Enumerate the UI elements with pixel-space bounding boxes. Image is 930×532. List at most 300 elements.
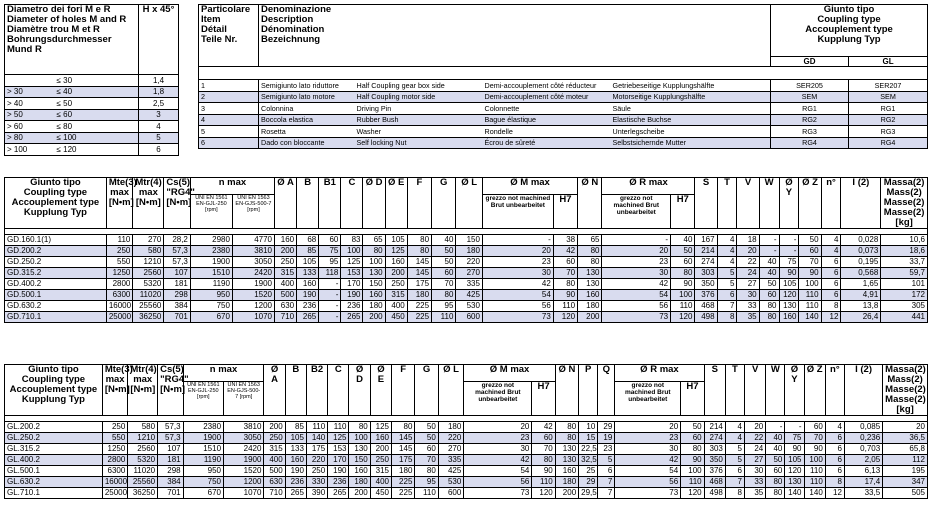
cell-value: 30 — [615, 444, 681, 455]
cell-value: 54 — [482, 290, 553, 301]
cell-value: 23 — [615, 433, 681, 444]
gd-row — [5, 290, 928, 301]
type-header-line: Giunto tipo — [30, 177, 81, 188]
item-header-en: Item — [201, 14, 221, 25]
cell-value: 5 — [725, 455, 744, 466]
n2-header: UNI EN 1563 EN-GJS-500-7 [rpm] — [224, 382, 264, 416]
cell-value: 2420 — [224, 444, 264, 455]
cell-value: 468 — [695, 301, 717, 312]
cell-value: 220 — [456, 257, 483, 268]
chamfer-value: 4 — [139, 121, 179, 133]
cell-value: 40 — [759, 268, 779, 279]
col-n: Ø N — [578, 178, 602, 229]
cell-value: 630 — [274, 301, 296, 312]
cell-value: 26,4 — [841, 312, 881, 323]
cell-value: 50 — [671, 246, 695, 257]
cell-value: 60 — [759, 290, 779, 301]
cell-value: 28,2 — [164, 235, 191, 246]
cell-value: 950 — [190, 290, 232, 301]
mte-header — [106, 177, 137, 229]
cell-value: 133 — [297, 268, 319, 279]
massa-header-line: Massa(2) — [883, 177, 925, 188]
cell-value: 105 — [785, 455, 804, 466]
cs-header-line: [N•m] — [166, 197, 192, 208]
cell-value: 90 — [681, 455, 704, 466]
cell-value: 36,5 — [883, 433, 928, 444]
mte-header-line: [N•m] — [108, 197, 134, 208]
type-header-line: Coupling type — [23, 187, 88, 198]
mte-header-line: max — [105, 374, 125, 385]
cell-value: 19 — [598, 433, 615, 444]
cell-value: 265 — [285, 488, 306, 499]
cell-value: 42 — [464, 455, 532, 466]
cell-value: 1510 — [190, 268, 232, 279]
cell-value: 100 — [341, 246, 363, 257]
cell-value: 120 — [785, 466, 804, 477]
cell-value: 130 — [555, 444, 578, 455]
cell-value: 25000 — [106, 312, 133, 323]
cell-value: 2380 — [183, 422, 223, 433]
cell-value: 3810 — [224, 422, 264, 433]
cell-value: 7 — [725, 477, 744, 488]
cell-value: 56 — [482, 301, 553, 312]
massa-header-line: Masse(2) — [883, 207, 925, 218]
cell-value: 1,65 — [841, 279, 881, 290]
hole-row — [5, 86, 179, 98]
cell-value: 1250 — [106, 268, 133, 279]
part-code-gl: SEM — [849, 91, 928, 103]
cell-value: 200 — [555, 488, 578, 499]
cell-value: 160 — [779, 312, 799, 323]
cell-value: 60 — [319, 235, 341, 246]
cell-value: 6 — [821, 290, 841, 301]
cell-value: 80 — [432, 290, 456, 301]
cell-value: 298 — [158, 466, 184, 477]
or-h7: H7 — [671, 195, 695, 229]
cell-value: 70 — [432, 279, 456, 290]
col-d: Ø D — [349, 365, 370, 416]
cell-value: 1900 — [183, 433, 223, 444]
cell-value: 214 — [695, 246, 717, 257]
hole-from: > 60 — [5, 121, 39, 133]
cell-value: 3050 — [232, 257, 274, 268]
cell-value: 110 — [415, 488, 438, 499]
cell-value: 80 — [671, 268, 695, 279]
cell-value: 7 — [598, 477, 615, 488]
coupling-code: GL.710.1 — [5, 488, 103, 499]
cell-value: 145 — [407, 257, 431, 268]
cell-value: 236 — [341, 301, 363, 312]
cell-value: 468 — [704, 477, 725, 488]
cell-value: 33 — [737, 301, 759, 312]
cell-value: 2380 — [190, 246, 232, 257]
cell-value: 172 — [881, 290, 928, 301]
cell-value: 550 — [102, 433, 128, 444]
cell-value: 1900 — [232, 279, 274, 290]
cell-value: 175 — [407, 279, 431, 290]
cell-value: 80 — [553, 279, 577, 290]
cell-value: 70 — [415, 455, 438, 466]
cell-value: 22 — [737, 257, 759, 268]
part-name-fr: Demi-accouplement côté moteur — [483, 91, 611, 103]
cell-value: 4 — [717, 257, 737, 268]
item-header-de: Teile Nr. — [201, 34, 238, 45]
cell-value: 60 — [671, 257, 695, 268]
cell-value: 710 — [264, 488, 285, 499]
cell-value: 2800 — [106, 279, 133, 290]
cell-value: 250 — [370, 455, 391, 466]
name-header-fr: Dénomination — [261, 24, 325, 35]
col-y: Ø Y — [785, 365, 804, 416]
cell-value: 160 — [370, 433, 391, 444]
col-g: G — [432, 178, 456, 229]
cell-value: 4 — [821, 246, 841, 257]
cell-value: 100 — [681, 466, 704, 477]
cell-value: 160 — [578, 290, 602, 301]
col-p: P — [579, 365, 598, 416]
cell-value: 500 — [264, 466, 285, 477]
cell-value: 6 — [821, 279, 841, 290]
part-name-it: Rosetta — [259, 126, 355, 138]
col-n-deg: n° — [825, 365, 844, 416]
cs-header-line: [N•m] — [160, 384, 186, 395]
cell-value: 42 — [553, 246, 577, 257]
type-header-line: Accouplement type — [11, 197, 100, 208]
mtr-header-line: [N•m] — [130, 384, 156, 395]
cell-value: 2560 — [133, 268, 164, 279]
hole-row — [5, 121, 179, 133]
cell-value: 30 — [464, 444, 532, 455]
cell-value: 120 — [779, 290, 799, 301]
cell-value: 498 — [704, 488, 725, 499]
hole-row — [5, 132, 179, 144]
cell-value: 181 — [158, 455, 184, 466]
or-header: Ø R max — [615, 365, 704, 382]
type-header-line: Kupplung Typ — [23, 207, 87, 218]
cell-value: 33,7 — [881, 257, 928, 268]
coupling-code: GL.200.2 — [5, 422, 103, 433]
cell-value: 75 — [785, 433, 804, 444]
part-number: 5 — [199, 126, 259, 138]
om-h7: H7 — [532, 382, 555, 416]
cell-value: 180 — [407, 290, 431, 301]
cell-value: 6 — [825, 433, 844, 444]
mte-header — [102, 364, 133, 416]
cell-value: 250 — [274, 257, 296, 268]
gl-row — [5, 422, 928, 433]
cell-value: 530 — [456, 301, 483, 312]
hole-from: > 40 — [5, 98, 39, 110]
cell-value: 75 — [319, 246, 341, 257]
cell-value: 23 — [602, 257, 671, 268]
cell-value: 600 — [438, 488, 464, 499]
cell-value: 80 — [392, 422, 415, 433]
cell-value: 1190 — [183, 455, 223, 466]
col-gl: GL — [849, 57, 928, 67]
cell-value: 110 — [804, 466, 825, 477]
nmax-header: n max — [183, 365, 264, 382]
cell-value: 265 — [328, 488, 349, 499]
cell-value: 130 — [555, 455, 578, 466]
cell-value: 347 — [883, 477, 928, 488]
angle-header: H x 45° — [139, 5, 179, 75]
hole-row — [5, 109, 179, 121]
cell-value: 125 — [385, 246, 407, 257]
cell-value: 335 — [438, 455, 464, 466]
cell-value: 750 — [190, 301, 232, 312]
cell-value: 200 — [370, 444, 391, 455]
cell-value: 85 — [297, 246, 319, 257]
cell-value: 701 — [158, 488, 184, 499]
cell-value: 105 — [285, 433, 306, 444]
or-grezzo: grezzo not machined Brut unbearbeitet — [615, 382, 681, 416]
gl-row — [5, 433, 928, 444]
cell-value: 670 — [190, 312, 232, 323]
col-v: V — [745, 365, 766, 416]
cs-header-line: "RG4" — [160, 374, 189, 385]
cell-value: 80 — [759, 312, 779, 323]
mte-header-line: max — [110, 187, 130, 198]
cell-value: 80 — [407, 246, 431, 257]
cell-value: 107 — [158, 444, 184, 455]
cell-value: 60 — [532, 433, 555, 444]
part-code-gl: RG1 — [849, 103, 928, 115]
cell-value: 330 — [306, 477, 327, 488]
cell-value: 105 — [385, 235, 407, 246]
cell-value: 180 — [349, 477, 370, 488]
massa-header-line: Masse(2) — [885, 384, 926, 395]
massa-header-line: Masse(2) — [885, 394, 926, 405]
cell-value: 29,5 — [579, 488, 598, 499]
part-row — [199, 137, 928, 149]
cell-value: 29 — [598, 422, 615, 433]
hole-from: > 80 — [5, 132, 39, 144]
cell-value: 195 — [883, 466, 928, 477]
gl-row — [5, 455, 928, 466]
cell-value: 2420 — [232, 268, 274, 279]
part-name-en: Self locking Nut — [355, 137, 483, 149]
cell-value: 236 — [285, 477, 306, 488]
type-header-line: Kupplung Typ — [21, 394, 85, 405]
hole-to: ≤ 40 — [39, 86, 139, 98]
cell-value: 3050 — [224, 433, 264, 444]
col-z: Ø Z — [804, 365, 825, 416]
cell-value: 150 — [363, 279, 385, 290]
gd-row — [5, 268, 928, 279]
cell-value: 160 — [297, 279, 319, 290]
cell-value: 100 — [349, 433, 370, 444]
type-header-line: Coupling type — [21, 374, 86, 385]
chamfer-value: 1,8 — [139, 86, 179, 98]
cell-value: 315 — [385, 290, 407, 301]
gl-row — [5, 488, 928, 499]
cell-value: 90 — [799, 268, 821, 279]
cell-value: 6 — [821, 268, 841, 279]
col-d: Ø D — [363, 178, 385, 229]
gd-row — [5, 279, 928, 290]
cell-value: 20 — [464, 422, 532, 433]
type-header-it: Giunto tipo — [823, 4, 875, 15]
cell-value: 580 — [128, 422, 158, 433]
cell-value: 305 — [881, 301, 928, 312]
cell-value: 12 — [821, 312, 841, 323]
col-b: B — [285, 365, 306, 416]
cell-value: - — [759, 246, 779, 257]
cell-value: 265 — [297, 312, 319, 323]
cell-value: 270 — [456, 268, 483, 279]
part-code-gd: SER205 — [771, 80, 849, 92]
cell-value: 65,8 — [883, 444, 928, 455]
name-header-it: Denominazione — [261, 4, 332, 15]
cell-value: 107 — [164, 268, 191, 279]
cell-value: 950 — [183, 466, 223, 477]
mte-header-line: Mte(3) — [108, 177, 137, 188]
cell-value: 4 — [717, 246, 737, 257]
cell-value: 175 — [306, 444, 327, 455]
cell-value: - — [779, 246, 799, 257]
cell-value: - — [319, 312, 341, 323]
part-name-fr: Bague élastique — [483, 114, 611, 126]
cell-value: 200 — [274, 246, 296, 257]
cell-value: 40 — [766, 444, 785, 455]
cell-value: 125 — [328, 433, 349, 444]
cell-value: 4 — [825, 422, 844, 433]
cell-value: 70 — [804, 433, 825, 444]
col-v: V — [737, 178, 759, 229]
cell-value: 27 — [737, 279, 759, 290]
mtr-header — [128, 365, 158, 416]
cell-value: 30 — [602, 268, 671, 279]
cell-value: 7 — [717, 301, 737, 312]
cell-value: 220 — [306, 455, 327, 466]
col-s: S — [695, 178, 717, 229]
col-e: Ø E — [370, 365, 391, 416]
cell-value: 10 — [579, 422, 598, 433]
cell-value: 6 — [825, 455, 844, 466]
part-name-it: Semigiunto lato riduttore — [259, 80, 355, 92]
cell-value: 110 — [432, 312, 456, 323]
cell-value: 180 — [578, 301, 602, 312]
part-code-gd: RG1 — [771, 103, 849, 115]
cell-value: 30 — [482, 268, 553, 279]
cell-value: 95 — [432, 301, 456, 312]
coupling-code: GD.400.2 — [5, 279, 107, 290]
gd-row — [5, 301, 928, 312]
hole-from — [5, 75, 39, 87]
cell-value: 110 — [532, 477, 555, 488]
cell-value: 140 — [306, 433, 327, 444]
hole-header-it: Diametro dei fori M e R — [7, 4, 111, 15]
n2-header: UNI EN 1563 EN-GJS-500-7 [rpm] — [232, 195, 274, 229]
cell-value: 270 — [133, 235, 164, 246]
cell-value: 7 — [598, 488, 615, 499]
cell-value: 1070 — [232, 312, 274, 323]
om-header: Ø M max — [464, 365, 555, 382]
cell-value: 110 — [671, 301, 695, 312]
col-q: Q — [598, 365, 615, 416]
gl-row — [5, 466, 928, 477]
cell-value: 6300 — [106, 290, 133, 301]
cell-value: 110 — [106, 235, 133, 246]
massa-header — [883, 365, 928, 416]
type-header-de: Kupplung Typ — [817, 34, 881, 45]
cell-value: 701 — [164, 312, 191, 323]
cell-value: 33,5 — [844, 488, 882, 499]
chamfer-value: 3 — [139, 109, 179, 121]
cell-value: 18,6 — [881, 246, 928, 257]
cell-value: 130 — [578, 279, 602, 290]
cell-value: 24 — [737, 268, 759, 279]
part-code-gd: RG2 — [771, 114, 849, 126]
hole-header-de: Bohrungsdurchmesser Mund R — [7, 34, 112, 55]
cell-value: 80 — [766, 477, 785, 488]
type-header — [5, 365, 103, 416]
cell-value: 110 — [799, 301, 821, 312]
cell-value: 57,3 — [158, 433, 184, 444]
cell-value: 0,085 — [844, 422, 882, 433]
gl-row — [5, 477, 928, 488]
col-gd: GD — [771, 57, 849, 67]
cell-value: 0,073 — [841, 246, 881, 257]
coupling-code: GD.315.2 — [5, 268, 107, 279]
cell-value: 25 — [579, 466, 598, 477]
cell-value: 167 — [695, 235, 717, 246]
cell-value: 160 — [555, 466, 578, 477]
cell-value: 181 — [164, 279, 191, 290]
cell-value: 2,05 — [844, 455, 882, 466]
cell-value: 20 — [883, 422, 928, 433]
col-e: Ø E — [385, 178, 407, 229]
cell-value: 1900 — [190, 257, 232, 268]
gd-header-row — [5, 178, 928, 195]
cell-value: 220 — [438, 433, 464, 444]
cell-value: 130 — [363, 268, 385, 279]
cell-value: 75 — [779, 257, 799, 268]
hole-diameter-table — [4, 4, 179, 156]
cell-value: 350 — [695, 279, 717, 290]
cell-value: 120 — [671, 312, 695, 323]
mtr-header-line: [N•m] — [135, 197, 161, 208]
cell-value: 100 — [671, 290, 695, 301]
type-header-fr: Accouplement type — [805, 24, 893, 35]
cell-value: 54 — [602, 290, 671, 301]
cell-value: 145 — [392, 444, 415, 455]
cell-value: 400 — [274, 279, 296, 290]
massa-header-line: [kg] — [895, 217, 913, 228]
part-name-de: Elastische Buchse — [611, 114, 771, 126]
cell-value: 0,028 — [841, 235, 881, 246]
cell-value: 29 — [579, 477, 598, 488]
cell-value: 0,703 — [844, 444, 882, 455]
cell-value: 550 — [106, 257, 133, 268]
part-name-en: Half Coupling gear box side — [355, 80, 483, 92]
part-name-it: Dado con bloccante — [259, 137, 355, 149]
cell-value: 180 — [456, 246, 483, 257]
cell-value: 60 — [553, 257, 577, 268]
cell-value: 32,5 — [579, 455, 598, 466]
cell-value: 38 — [553, 235, 577, 246]
part-name-de: Selbstsichernde Mutter — [611, 137, 771, 149]
cell-value: 225 — [392, 477, 415, 488]
cell-value: 56 — [464, 477, 532, 488]
om-grezzo: grezzo not machined Brut unbearbeitet — [482, 195, 553, 229]
cs-header-line: Cs(5) — [166, 177, 191, 188]
cell-value: 140 — [799, 312, 821, 323]
cell-value: 3810 — [232, 246, 274, 257]
cell-value: 95 — [319, 257, 341, 268]
item-header-fr: Détail — [201, 24, 227, 35]
part-row — [199, 114, 928, 126]
